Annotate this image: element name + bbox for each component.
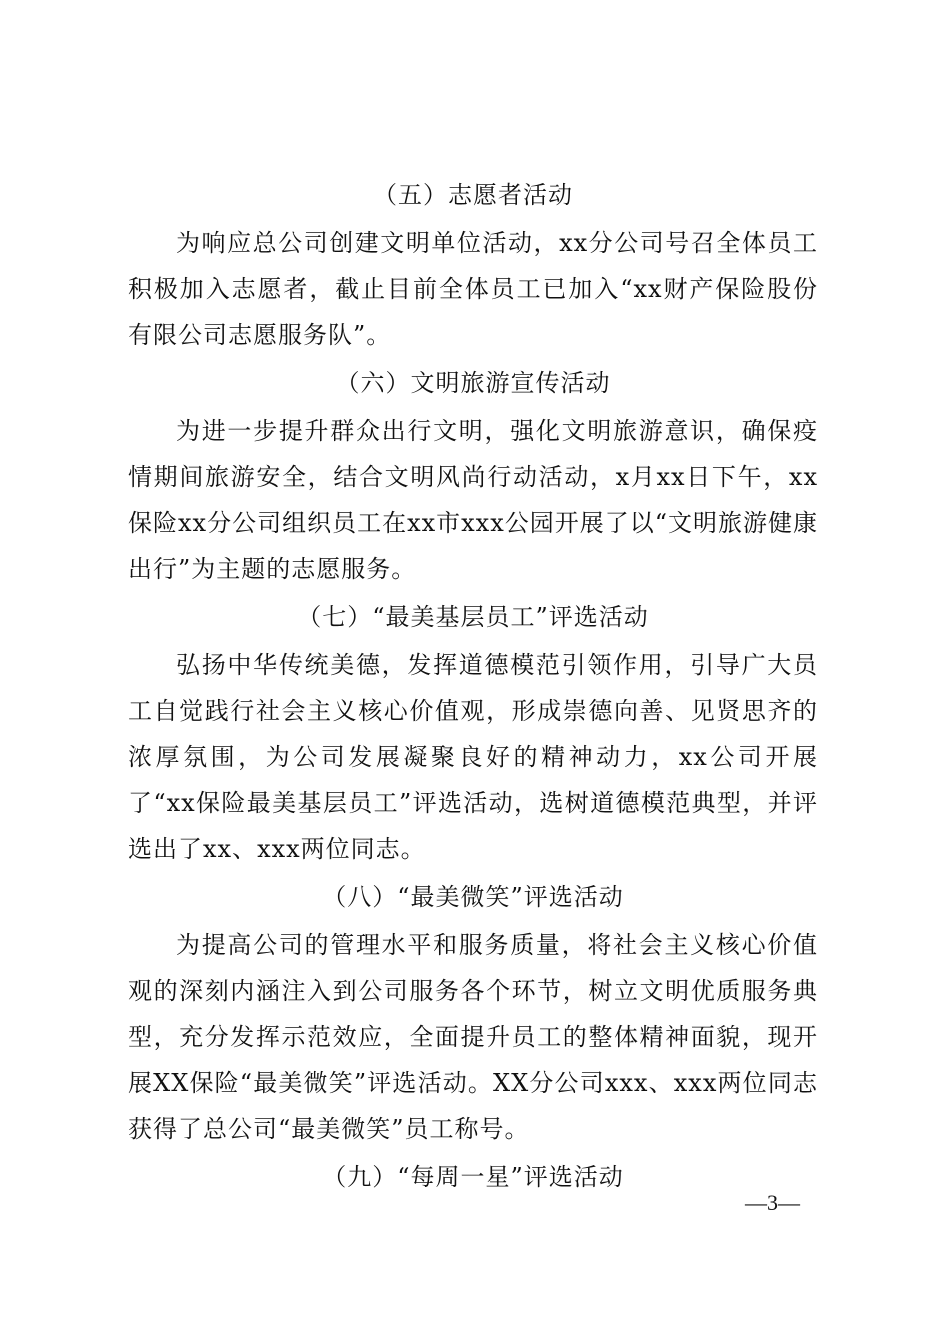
document-body [128,170,818,1202]
section-heading-6: （六）文明旅游宣传活动 [335,369,611,397]
section-heading-8: （八）“最美微笑”评选活动 [322,883,624,911]
section-paragraph-7: 弘扬中华传统美德，发挥道德模范引领作用，引导广大员工自觉践行社会主义核心价值观，形成崇德向善、见贤思齐的浓厚氛围，为公司发展凝聚良好的精神动力，xx公司开展了“xx保险最美基层员工”评选活动，选树道德模范典型，并评选出了xx、xxx两位同志。 [128,651,818,863]
section-heading-5: （五）志愿者活动 [373,181,573,209]
section-heading-7: （七）“最美基层员工”评选活动 [297,603,649,631]
section-paragraph-5: 为响应总公司创建文明单位活动，xx分公司号召全体员工积极加入志愿者，截止目前全体员工已加入“xx财产保险股份有限公司志愿服务队”。 [128,229,818,349]
section-heading-9: （九）“每周一星”评选活动 [322,1163,624,1191]
section-paragraph-8: 为提高公司的管理水平和服务质量，将社会主义核心价值观的深刻内涵注入到公司服务各个环节，树立文明优质服务典型，充分发挥示范效应，全面提升员工的整体精神面貌，现开展XX保险“最美微笑”评选活动。XX分公司xxx、xxx两位同志获得了总公司“最美微笑”员工称号。 [128,931,818,1143]
page-number: —3— [745,1190,800,1215]
section-paragraph-6: 为进一步提升群众出行文明，强化文明旅游意识，确保疫情期间旅游安全，结合文明风尚行动活动，x月xx日下午，xx保险xx分公司组织员工在xx市xxx公园开展了以“文明旅游健康出行”为主题的志愿服务。 [128,417,819,583]
